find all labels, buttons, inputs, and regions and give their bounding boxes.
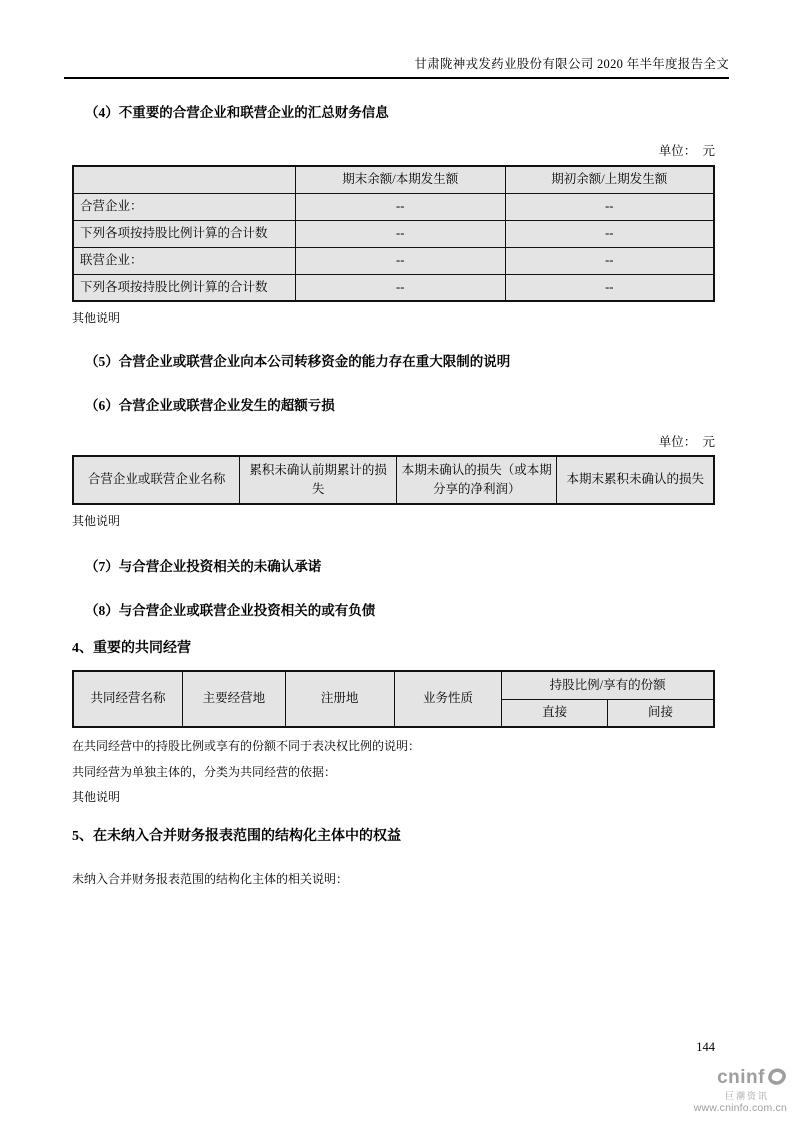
row-label: 下列各项按持股比例计算的合计数 <box>73 274 295 301</box>
joint-operation-note-1: 在共同经营中的持股比例或享有的份额不同于表决权比例的说明： <box>72 739 421 753</box>
row-value: -- <box>295 274 505 301</box>
table-row <box>73 274 714 301</box>
row-label: 下列各项按持股比例计算的合计数 <box>73 220 295 247</box>
section-heading-6: （6）合营企业或联营企业发生的超额亏损 <box>85 398 335 413</box>
row-value: -- <box>505 274 714 301</box>
row-value: -- <box>295 220 505 247</box>
table-header-row <box>73 166 714 193</box>
header-cell-cumulative-loss: 本期末累积未确认的损失 <box>557 456 714 504</box>
other-note-3: 其他说明 <box>72 790 121 804</box>
header-cell-ending: 期末余额/本期发生额 <box>295 166 505 193</box>
header-cell-beginning: 期初余额/上期发生额 <box>505 166 714 193</box>
unit-label-1: 单位： 元 <box>658 144 715 158</box>
joint-operation-note-2: 共同经营为单独主体的，分类为共同经营的依据： <box>72 765 337 779</box>
unit-label-2: 单位： 元 <box>658 435 715 449</box>
joint-associate-summary-table <box>72 165 715 302</box>
section-heading-4: （4）不重要的合营企业和联营企业的汇总财务信息 <box>85 105 389 120</box>
other-note-1: 其他说明 <box>72 311 121 325</box>
row-label: 合营企业： <box>73 193 295 220</box>
header-cell-business-nature: 业务性质 <box>394 671 502 727</box>
section-heading-8: （8）与合营企业或联营企业投资相关的或有负债 <box>85 603 376 618</box>
table-row <box>73 193 714 220</box>
report-title: 甘肃陇神戎发药业股份有限公司 2020 年半年度报告全文 <box>414 57 729 71</box>
cninf-swirl-icon <box>767 1066 787 1091</box>
page-content <box>72 79 715 887</box>
row-value: -- <box>295 247 505 274</box>
other-note-2: 其他说明 <box>72 514 121 528</box>
header-cell-prior-loss: 累积未确认前期累计的损失 <box>240 456 397 504</box>
header-cell-registered-place: 注册地 <box>285 671 394 727</box>
section-heading-7: （7）与合营企业投资相关的未确认承诺 <box>85 559 322 574</box>
row-value: -- <box>505 193 714 220</box>
row-value: -- <box>295 193 505 220</box>
section-heading-major-5: 5、在未纳入合并财务报表范围的结构化主体中的权益 <box>72 829 401 844</box>
excess-loss-table <box>72 455 715 505</box>
row-value: -- <box>505 220 714 247</box>
cninf-logo <box>677 1066 787 1114</box>
header-cell-indirect: 间接 <box>608 699 714 727</box>
header-cell-empty <box>73 166 295 193</box>
table-header-row <box>73 456 714 504</box>
cninf-logo-url: www.cninfo.com.cn <box>693 1101 787 1114</box>
header-cell-share-ratio: 持股比例/享有的份额 <box>502 671 714 699</box>
section-heading-major-4: 4、重要的共同经营 <box>72 641 191 656</box>
section-heading-5: （5）合营企业或联营企业向本公司转移资金的能力存在重大限制的说明 <box>85 354 511 369</box>
joint-operation-table <box>72 670 715 728</box>
structured-entity-note: 未纳入合并财务报表范围的结构化主体的相关说明： <box>72 872 349 886</box>
page-header <box>64 54 729 79</box>
cninf-logo-subtext: 巨潮资讯 <box>724 1090 769 1101</box>
row-label: 联营企业： <box>73 247 295 274</box>
table-row <box>73 247 714 274</box>
table-row <box>73 220 714 247</box>
header-cell-main-place: 主要经营地 <box>183 671 286 727</box>
page-number: 144 <box>696 1040 715 1054</box>
header-cell-op-name: 共同经营名称 <box>73 671 183 727</box>
cninf-logo-text: cninf <box>717 1067 765 1089</box>
header-cell-direct: 直接 <box>502 699 608 727</box>
table-header-row <box>73 671 714 699</box>
row-value: -- <box>505 247 714 274</box>
cninf-logo-row <box>677 1066 787 1091</box>
header-cell-current-loss: 本期未确认的损失（或本期分享的净利润） <box>397 456 557 504</box>
header-cell-entity-name: 合营企业或联营企业名称 <box>73 456 240 504</box>
